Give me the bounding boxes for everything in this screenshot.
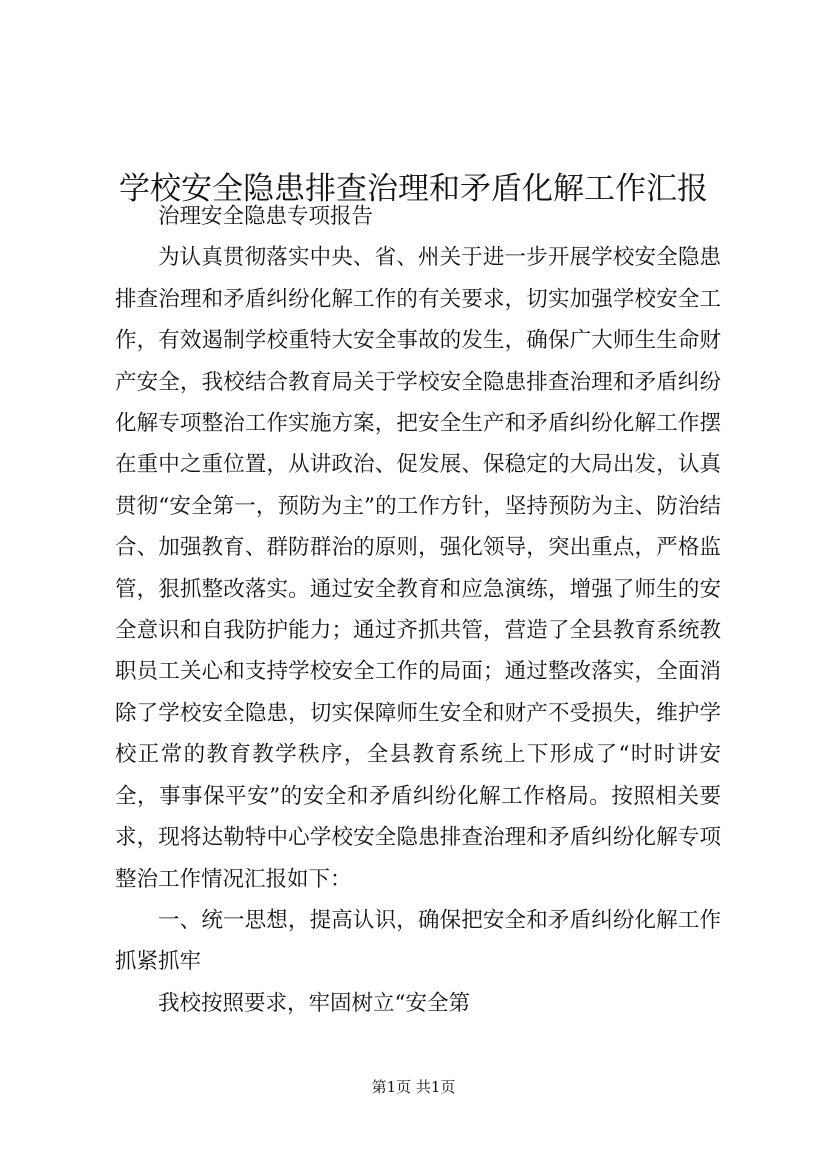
paragraph-intro: 为认真贯彻落实中央、省、州关于进一步开展学校安全隐患排查治理和矛盾纠纷化解工作的有关要求，切实加强学校安全工作，有效遏制学校重特大安全事故的发生，确保广大师生生命财产安全，我校结合教育局关于学校安全隐患排查治理和矛盾纠纷化解专项整治工作实施方案，把安全生产和矛盾纠纷化解工作摆在重中之重位置，从讲政治、促发展、保稳定的大局出发，认真贯彻“安全第一，预防为主”的工作方针，坚持预防为主、防治结合、加强教育、群防群治的原则，强化领导，突出重点，严格监管，狠抓整改落实。通过安全教育和应急演练，增强了师生的安全意识和自我防护能力；通过齐抓共管，营造了全县教育系统教职员工关心和支持学校安全工作的局面；通过整改落实，全面消除了学校安全隐患，切实保障师生安全和财产不受损失，维护学校正常的教育教学秩序，全县教育系统上下形成了“时时讲安全，事事保平安”的安全和矛盾纠纷化解工作格局。按照相关要求，现将达勒特中心学校安全隐患排查治理和矛盾纠纷化解专项整治工作情况汇报如下：	[115, 245, 721, 892]
document-title: 学校安全隐患排查治理和矛盾化解工作汇报	[119, 170, 708, 207]
paragraph-section-1: 我校按照要求，牢固树立“安全第	[158, 990, 470, 1016]
document-subtitle: 治理安全隐患专项报告	[158, 204, 374, 229]
page-number-footer: 第1页 共1页	[371, 1078, 456, 1096]
document-body	[115, 196, 721, 1024]
section-heading-1: 一、统一思想，提高认识，确保把安全和矛盾纠纷化解工作抓紧抓牢	[115, 907, 721, 975]
